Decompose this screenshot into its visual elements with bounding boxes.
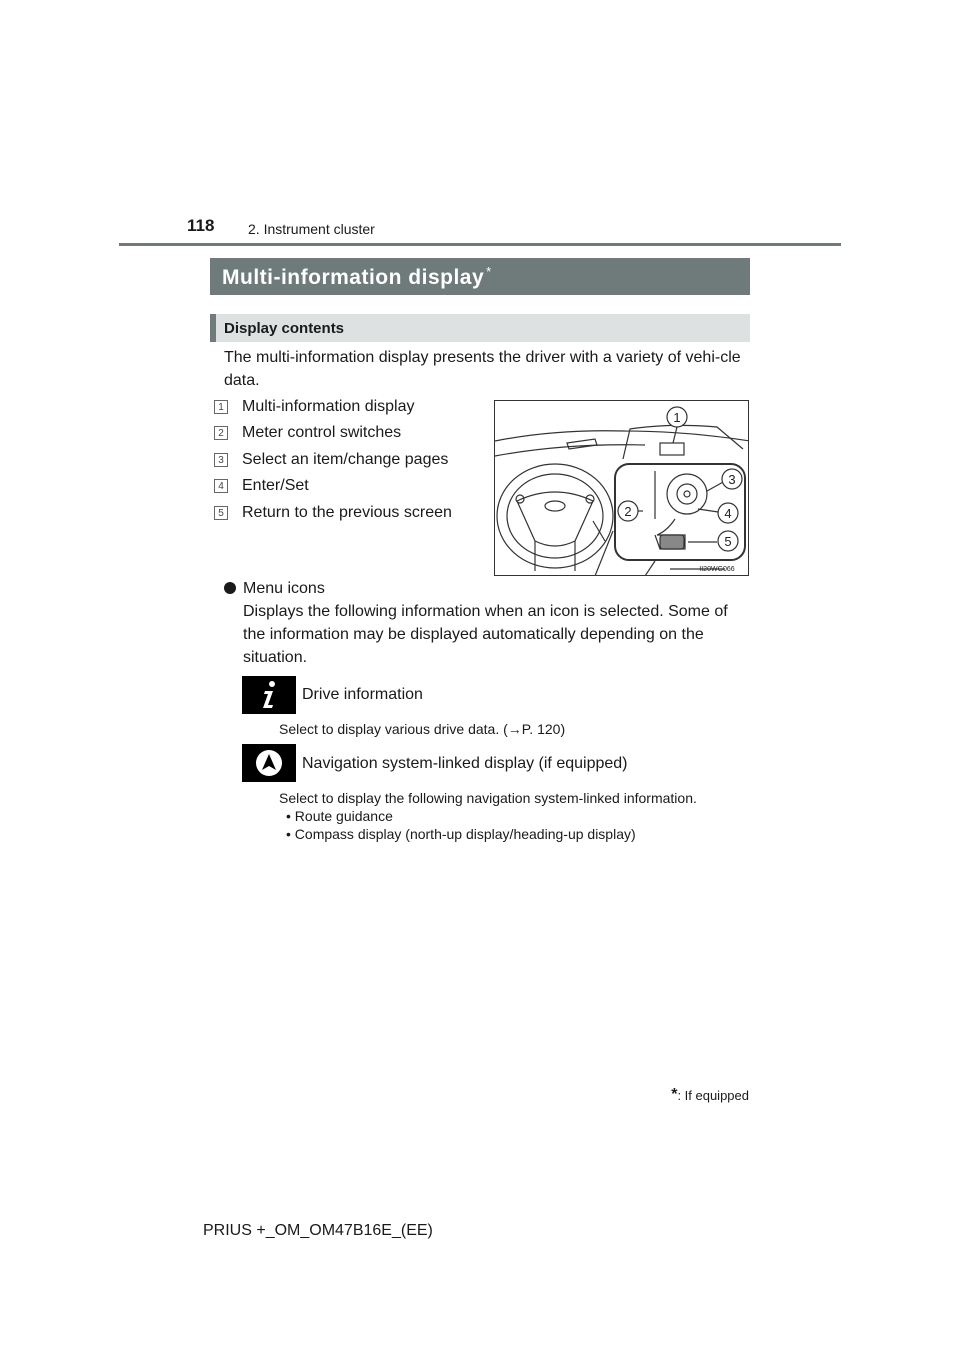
footnote-text: : If equipped [677,1087,749,1103]
bullet-icon [224,582,236,594]
figure-marker-2: 2 [624,504,632,519]
document-footer: PRIUS +_OM_OM47B16E_(EE) [203,1222,433,1239]
drive-information-description: Select to display various drive data. (→P. 120) [279,721,566,737]
list-item [214,503,452,523]
header-rule [119,243,841,246]
navigation-display-label: Navigation system-linked display (if equipped) [302,755,628,772]
list-item [214,450,448,470]
info-icon [242,676,296,714]
callout-number: 4 [214,479,228,493]
menu-icons-section [224,577,754,669]
subsection-bar [210,314,750,342]
callout-label: Select an item/change pages [242,451,449,468]
list-item [214,476,309,496]
callout-number: 3 [214,453,228,467]
footnote-marker: * [671,1086,678,1103]
figure-marker-1: 1 [673,410,681,425]
drive-information-label: Drive information [302,686,423,703]
list-item [214,423,401,443]
menu-icons-description: Displays the following information when an icon is selected. Some of the information may be displayed automatically depending on the situation. [243,603,728,666]
section-title-bar [210,258,750,295]
list-item: • Route guidance [286,808,393,824]
navigation-arrow-icon [242,744,296,782]
section-name: 2. Instrument cluster [248,221,375,237]
figure-marker-4: 4 [724,506,732,521]
intro-paragraph: The multi-information display presents the driver with a variety of vehi-cle data. [224,349,741,389]
footnote [671,1086,749,1104]
list-item: • Compass display (north-up display/heading-up display) [286,826,636,842]
info-glyph [259,680,279,710]
page-number: 118 [187,216,215,235]
menu-icons-heading: Menu icons [243,580,325,597]
steering-wheel-drawing [495,401,749,576]
navigation-glyph [255,749,283,777]
figure-marker-5: 5 [724,534,732,549]
figure-marker-3: 3 [728,472,736,487]
figure-code: II20WG066 [699,566,735,573]
callout-label: Return to the previous screen [242,504,452,521]
steering-wheel-illustration [494,400,749,576]
subsection-title: Display contents [224,319,345,337]
callout-number: 2 [214,426,228,440]
callout-label: Enter/Set [242,477,309,494]
callout-label: Multi-information display [242,398,415,415]
page-title: Multi-information display * [222,263,492,289]
list-item [214,397,415,417]
callout-number: 1 [214,400,228,414]
title-footnote-marker: * [486,263,492,279]
callout-number: 5 [214,506,228,520]
navigation-display-description: Select to display the following navigation system-linked information. [279,790,697,806]
callout-label: Meter control switches [242,424,402,441]
